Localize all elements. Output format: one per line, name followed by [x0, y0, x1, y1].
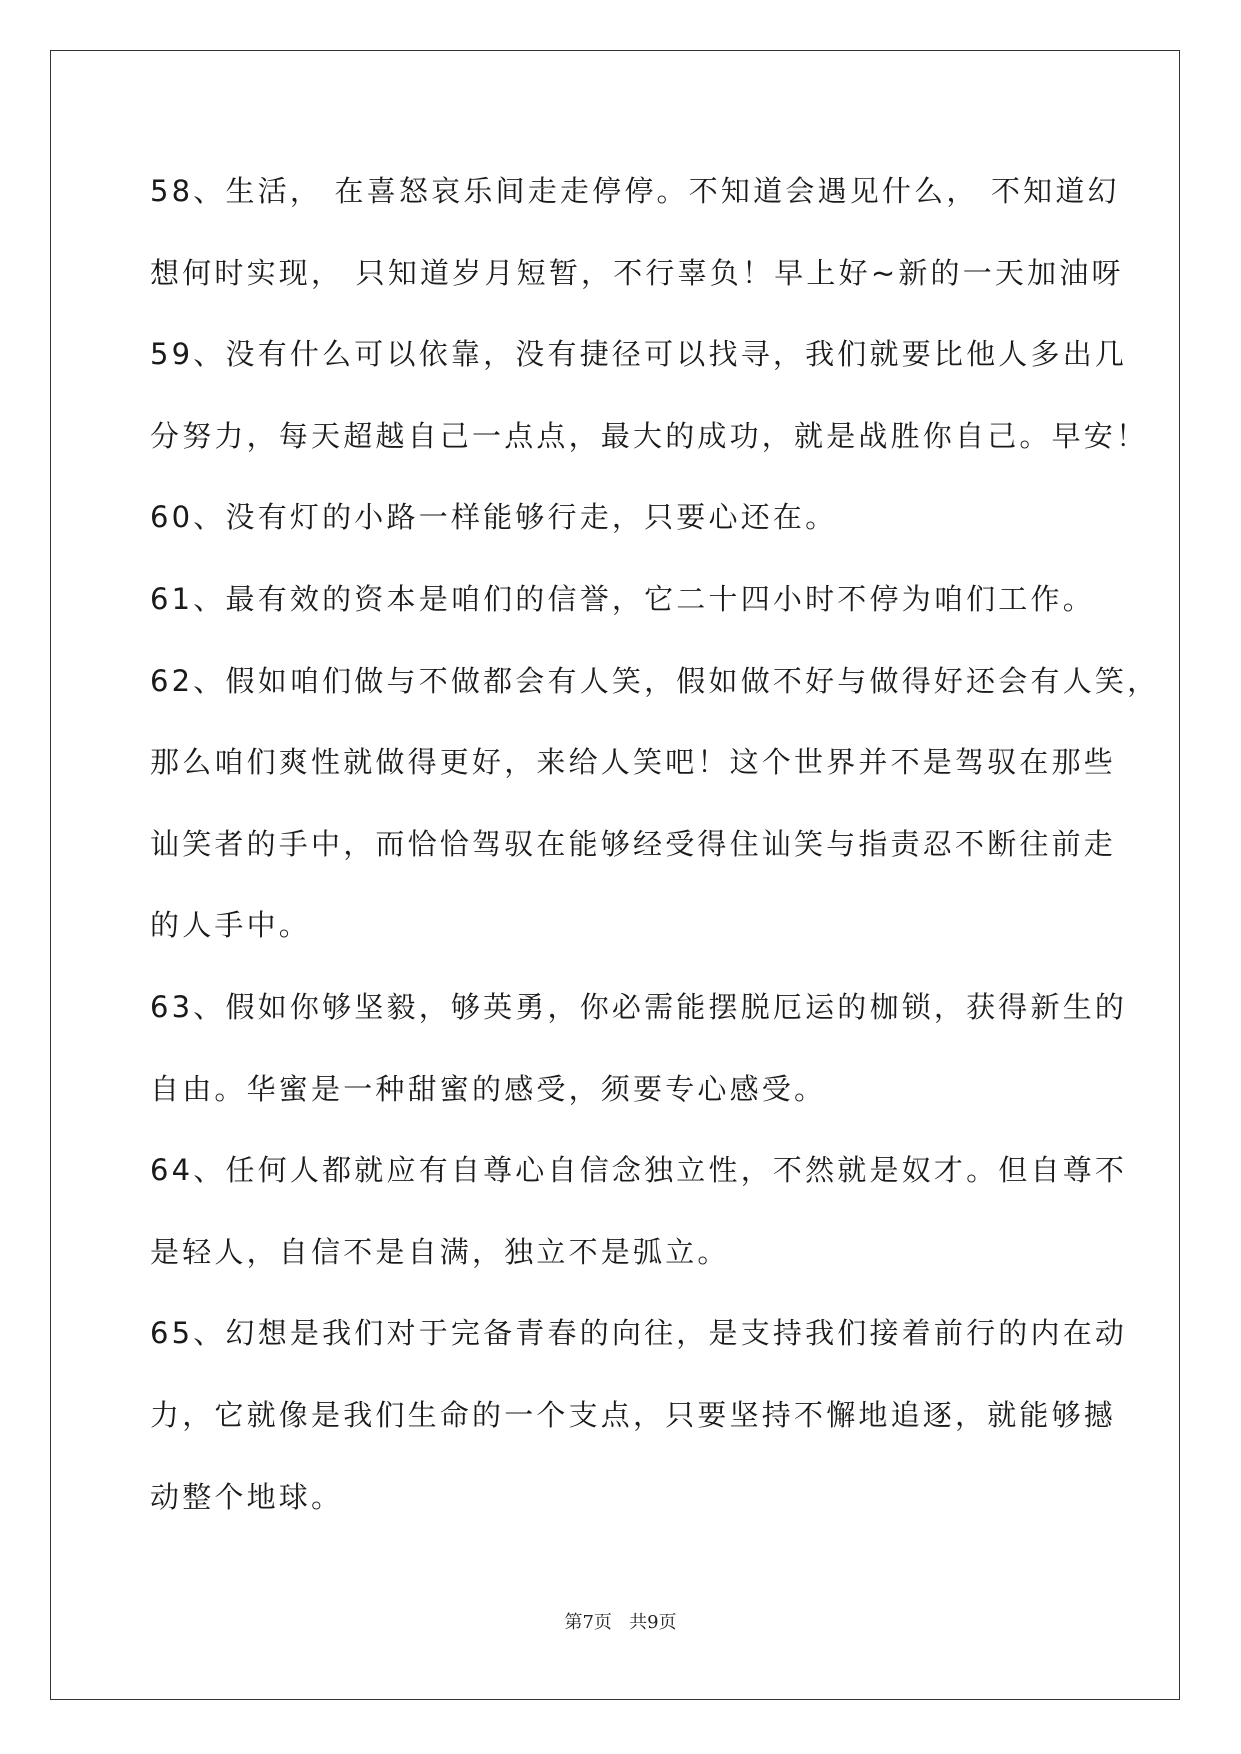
text-line: 自由。华蜜是一种甜蜜的感受，须要专心感受。 [150, 1071, 827, 1106]
text-line: 那么咱们爽性就做得更好，来给人笑吧！这个世界并不是驾驭在那些 [150, 745, 1117, 780]
text-line: 讪笑者的手中，而恰恰驾驭在能够经受得住讪笑与指责忍不断往前走 [150, 826, 1117, 861]
text-line: 58、生活， 在喜怒哀乐间走走停停。不知道会遇见什么， 不知道幻 [150, 174, 1120, 208]
text-line: 60、没有灯的小路一样能够行走，只要心还在。 [150, 500, 838, 535]
text-line: 的人手中。 [150, 908, 312, 943]
text-line: 61、最有效的资本是咱们的信誉，它二十四小时不停为咱们工作。 [150, 581, 1095, 616]
text-line: 力，它就像是我们生命的一个支点，只要坚持不懈地追逐，就能够撼 [150, 1397, 1117, 1432]
page-total: 共9页 [629, 1612, 677, 1633]
text-line: 是轻人，自信不是自满，独立不是弧立。 [150, 1234, 730, 1269]
text-line: 64、任何人都就应有自尊心自信念独立性，不然就是奴才。但自尊不 [150, 1153, 1128, 1188]
text-line: 65、幻想是我们对于完备青春的向往，是支持我们接着前行的内在动 [150, 1316, 1128, 1351]
text-line: 62、假如咱们做与不做都会有人笑，假如做不好与做得好还会有人笑， [150, 663, 1160, 698]
page-number: 第7页 [564, 1612, 612, 1633]
text-line: 分努力，每天超越自己一点点，最大的成功，就是战胜你自己。早安！ [150, 418, 1149, 453]
text-line: 63、假如你够坚毅，够英勇，你必需能摆脱厄运的枷锁，获得新生的 [150, 989, 1128, 1024]
document-body [150, 164, 1160, 1551]
text-line: 想何时实现， 只知道岁月短暂，不行辜负！早上好~新的一天加油呀 [150, 255, 1124, 290]
page-footer [0, 1608, 1241, 1634]
text-line: 动整个地球。 [150, 1479, 344, 1514]
text-line: 59、没有什么可以依靠，没有捷径可以找寻，我们就要比他人多出几 [150, 337, 1128, 372]
